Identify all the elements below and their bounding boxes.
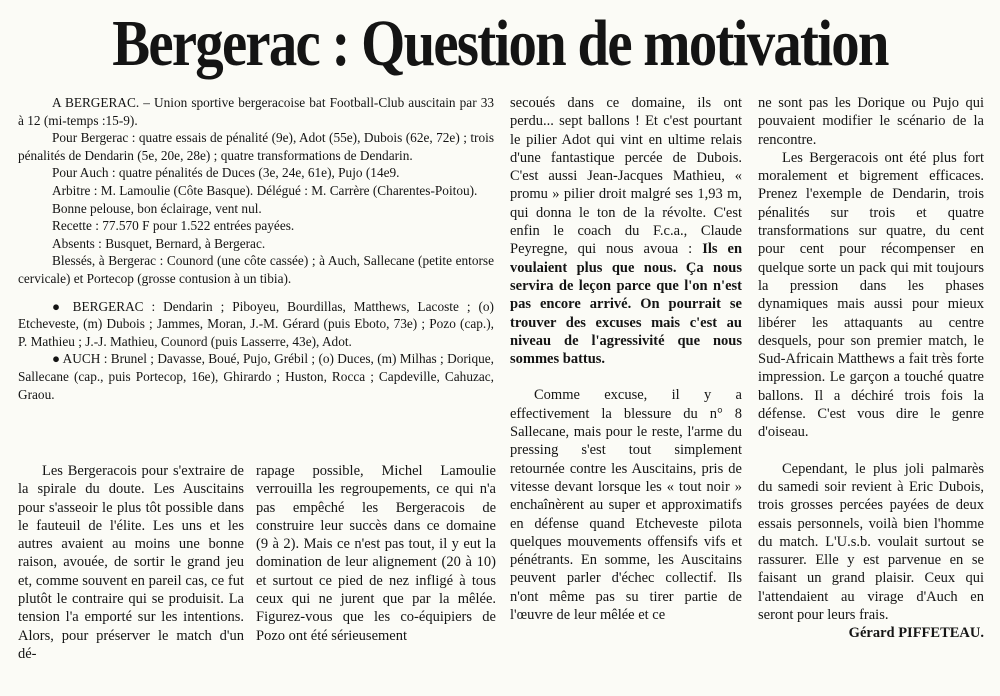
summary-bergerac-points: Pour Bergerac : quatre essais de pénalité (9e), Adot (55e), Dubois (62e, 72e) ; trois pénalités de Dendarin (5e, 20e, 28e) ; quatre transformations de Dendarin. bbox=[18, 130, 494, 163]
column-1 bbox=[18, 462, 244, 663]
body-paragraph bbox=[510, 94, 742, 368]
lineup-auch: ● AUCH : Brunel ; Davasse, Boué, Pujo, Grébil ; (o) Duces, (m) Milhas ; Dorique, Sallecane (cap., puis Portecop, 16e), Ghirardo ; Huston, Rocca ; Capdeville, Cahuzac, Graou. bbox=[18, 351, 494, 402]
column-3 bbox=[510, 94, 742, 624]
summary-absent: Absents : Busquet, Bernard, à Bergerac. bbox=[52, 235, 266, 251]
coach-quote: Ils en voulaient plus que nous. Ça nous servira de leçon parce que l'on n'est pas encore arrivé. On pourrait se trouver des excuses mais c'est au niveau de l'agressivité que nous sommes battus. bbox=[510, 241, 743, 368]
column-4 bbox=[758, 94, 984, 643]
summary-injured: Blessés, à Bergerac : Counord (une côte cassée) ; à Auch, Sallecane (petite entorse cervicale) et Portecop (grosse contusion à un tibia). bbox=[18, 253, 494, 286]
author-signature: Gérard PIFFETEAU. bbox=[848, 625, 984, 642]
column-2 bbox=[256, 462, 496, 645]
body-paragraph: Cependant, le plus joli palmarès du samedi soir revient à Eric Dubois, trois grosses percées payées de deux essais personnels, voilà bien l'homme du match. L'U.s.b. voulait surtout se rassurer. Elle y est parvenue en se faisant un grand plaisir. Ceux qui l'attendaient au virage d'Auch en seront pour leurs frais. bbox=[758, 460, 984, 624]
match-summary bbox=[18, 94, 494, 403]
body-paragraph: rapage possible, Michel Lamoulie verrouilla les regroupements, ce qui n'a pas empêché les Bergeracois de construire leur succès dans ce domaine (9 à 2). Mais ce n'est pas tout, il y eut la domination de leur alignement (20 à 10) et surtout ce pied de nez infligé à tous ceux qui ne jurent que par la mêlée. Figurez-vous que les co-équipiers de Pozo ont été sérieusement bbox=[256, 463, 496, 644]
lineup-bergerac: ● BERGERAC : Dendarin ; Piboyeu, Bourdillas, Matthews, Lacoste ; (o) Etcheveste, (m) Dubois ; Jammes, Moran, J.-M. Gérard (puis Eboto, 73e) ; Pozo (cap.), P. Mathieu ; J.-J. Mathieu, Counord (puis Lasserre, 43e), Adot. bbox=[18, 298, 494, 349]
headline: Bergerac : Question de motivation bbox=[112, 7, 888, 80]
body-paragraph: ne sont pas les Dorique ou Pujo qui pouvaient modifier le scénario de la rencontre. bbox=[758, 95, 984, 148]
summary-score: A BERGERAC. – Union sportive bergeracoise bat Football-Club auscitain par 33 à 12 (mi-temps :15-9). bbox=[18, 95, 494, 128]
body-paragraph: Les Bergeracois pour s'extraire de la spirale du doute. Les Auscitains pour s'asseoir le plus tôt possible dans le fauteuil de l'élite. Les uns et les autres avaient au moins une bonne raison, avouée, de sortir le grand jeu et, comme souvent en pareil cas, ce fut plutôt le contraire qui se produisit. La tension l'a emporté sur les intentions. Alors, pour préserver le match d'un dé- bbox=[18, 463, 244, 662]
summary-auch-points: Pour Auch : quatre pénalités de Duces (3e, 24e, 61e), Pujo (14e9. bbox=[52, 165, 400, 181]
summary-conditions: Bonne pelouse, bon éclairage, vent nul. bbox=[52, 200, 262, 216]
body-text: secoués dans ce domaine, ils ont perdu... sept ballons ! Et c'est pourtant le pilier Adot qui vint en ultime relais d'une fantastique percée de Dubois. C'est aussi Jean-Jacques Mathieu, « promu » pilier droit malgré ses 1,93 m, qui donna le ton de la révolte. C'est enfin le coach du F.c.a., Claude Peyregne, qui nous avoua : bbox=[510, 95, 742, 258]
body-paragraph: Comme excuse, il y a effectivement la blessure du n° 8 Sallecane, mais pour le reste, l'arme du pressing s'est tout simplement retournée contre les Auscitains, pris de vitesse devant lorsque les « tout noir » enchaînèrent au super et approximatifs en défense quand Etcheveste pilota quelques mouvements offensifs vifs et pénétrants. En somme, les Auscitains peuvent parler d'échec collectif. Ils n'ont même pas su tirer partie de l'œuvre de leur mêlée et ce bbox=[510, 387, 742, 624]
body-paragraph: Les Bergeracois ont été plus fort moralement et bigrement efficaces. Prenez l'exemple de Dendarin, trois pénalités sur trois et quatre transformations sur quatre, du cent pour cent pour récompenser en quelque sorte un pack qui mit toujours la pression dans les phases dynamiques mais aussi pour mieux libérer les attaquants au centre desquels, pour son premier match, le Sud-Africain Matthews a fait très forte impression. Le garçon a touché quatre ballons. Il a déchiré trois fois la défense. C'est vous dire le genre d'oiseau. bbox=[758, 149, 984, 441]
summary-referee: Arbitre : M. Lamoulie (Côte Basque). Délégué : M. Carrère (Charentes-Poitou). bbox=[52, 182, 478, 198]
summary-receipts: Recette : 77.570 F pour 1.522 entrées payées. bbox=[52, 218, 295, 234]
